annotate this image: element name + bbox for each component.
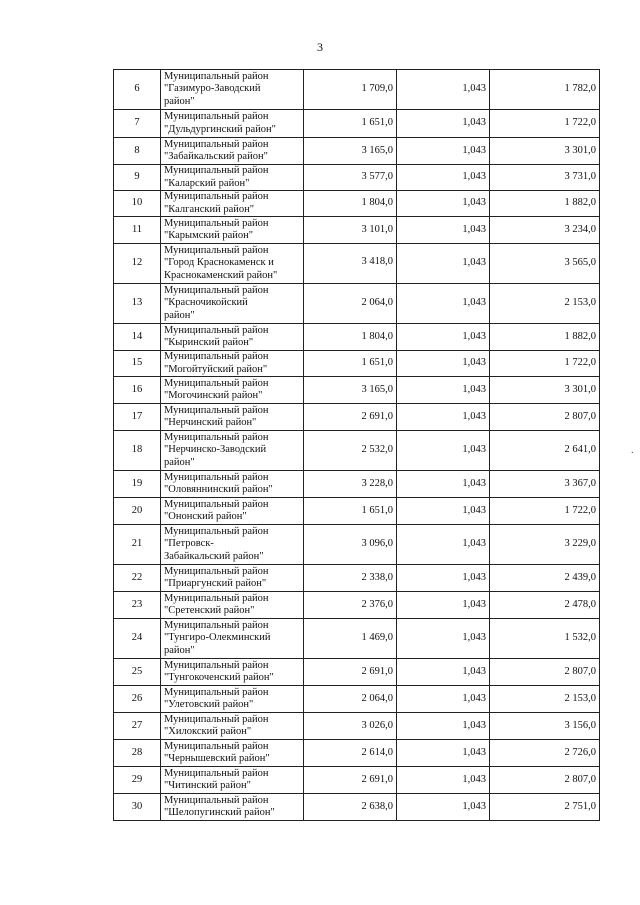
- table-row: [114, 351, 600, 377]
- coefficient-cell: 1,043: [397, 351, 490, 377]
- coefficient-cell: 1,043: [397, 471, 490, 498]
- coefficient-cell: 1,043: [397, 592, 490, 619]
- table-row: [114, 592, 600, 619]
- district-name-cell: Муниципальный район "Кыринский район": [161, 324, 304, 351]
- district-name-cell: Муниципальный район "Улетовский район": [161, 686, 304, 713]
- row-number-cell: 9: [114, 165, 161, 191]
- table-row: [114, 165, 600, 191]
- district-name-cell: Муниципальный район "Красночикойский район": [161, 284, 304, 324]
- table-row: [114, 404, 600, 431]
- coefficient-cell: 1,043: [397, 525, 490, 565]
- base-value-cell: 2 691,0: [304, 404, 397, 431]
- base-value-cell: 2 338,0: [304, 565, 397, 592]
- base-value-cell: 3 026,0: [304, 713, 397, 740]
- coefficient-cell: 1,043: [397, 70, 490, 110]
- district-name-cell: Муниципальный район "Газимуро-Заводский район": [161, 70, 304, 110]
- base-value-cell: 1 651,0: [304, 110, 397, 138]
- row-number-cell: 29: [114, 767, 161, 794]
- district-name-cell: Муниципальный район "Петровск- Забайкальский район": [161, 525, 304, 565]
- table-row: [114, 138, 600, 165]
- base-value-cell: 2 638,0: [304, 794, 397, 821]
- coefficient-cell: 1,043: [397, 324, 490, 351]
- coefficient-cell: 1,043: [397, 565, 490, 592]
- row-number-cell: 23: [114, 592, 161, 619]
- result-value-cell: 3 367,0: [490, 471, 600, 498]
- coefficient-cell: 1,043: [397, 767, 490, 794]
- result-value-cell: 1 882,0: [490, 191, 600, 217]
- result-value-cell: 2 751,0: [490, 794, 600, 821]
- coefficient-cell: 1,043: [397, 217, 490, 244]
- base-value-cell: 3 101,0: [304, 217, 397, 244]
- result-value-cell: 3 301,0: [490, 377, 600, 404]
- base-value-cell: 2 691,0: [304, 659, 397, 686]
- row-number-cell: 7: [114, 110, 161, 138]
- table-row: [114, 659, 600, 686]
- base-value-cell: 1 651,0: [304, 498, 397, 525]
- data-table: [113, 69, 600, 821]
- table-row: [114, 324, 600, 351]
- table-row: [114, 740, 600, 767]
- row-number-cell: 11: [114, 217, 161, 244]
- table-row: [114, 525, 600, 565]
- row-number-cell: 10: [114, 191, 161, 217]
- base-value-cell: 1 651,0: [304, 351, 397, 377]
- base-value-cell: 1 709,0: [304, 70, 397, 110]
- result-value-cell: 2 439,0: [490, 565, 600, 592]
- row-number-cell: 25: [114, 659, 161, 686]
- base-value-cell: 1 804,0: [304, 324, 397, 351]
- district-name-cell: Муниципальный район "Ононский район": [161, 498, 304, 525]
- base-value-cell: 3 165,0: [304, 377, 397, 404]
- base-value-cell: 3 096,0: [304, 525, 397, 565]
- table-row: [114, 191, 600, 217]
- district-name-cell: Муниципальный район "Нерчинско-Заводский район": [161, 431, 304, 471]
- row-number-cell: 19: [114, 471, 161, 498]
- row-number-cell: 28: [114, 740, 161, 767]
- coefficient-cell: 1,043: [397, 110, 490, 138]
- district-name-cell: Муниципальный район "Шелопугинский район": [161, 794, 304, 821]
- table-body: [114, 70, 600, 821]
- result-value-cell: 1 782,0: [490, 70, 600, 110]
- row-number-cell: 17: [114, 404, 161, 431]
- result-value-cell: 3 301,0: [490, 138, 600, 165]
- row-number-cell: 15: [114, 351, 161, 377]
- district-name-cell: Муниципальный район "Город Краснокаменск и Краснокаменский район": [161, 244, 304, 284]
- coefficient-cell: 1,043: [397, 498, 490, 525]
- result-value-cell: 1 722,0: [490, 351, 600, 377]
- base-value-cell: 3 418,0: [304, 244, 397, 284]
- district-name-cell: Муниципальный район "Тунгокоченский район": [161, 659, 304, 686]
- row-number-cell: 14: [114, 324, 161, 351]
- page-number: 3: [317, 40, 323, 54]
- table-row: [114, 284, 600, 324]
- base-value-cell: 2 376,0: [304, 592, 397, 619]
- coefficient-cell: 1,043: [397, 138, 490, 165]
- coefficient-cell: 1,043: [397, 794, 490, 821]
- coefficient-cell: 1,043: [397, 165, 490, 191]
- row-number-cell: 27: [114, 713, 161, 740]
- table-row: [114, 471, 600, 498]
- coefficient-cell: 1,043: [397, 244, 490, 284]
- row-number-cell: 18: [114, 431, 161, 471]
- table-row: [114, 498, 600, 525]
- district-name-cell: Муниципальный район "Дульдургинский район": [161, 110, 304, 138]
- coefficient-cell: 1,043: [397, 619, 490, 659]
- table-row: [114, 686, 600, 713]
- district-name-cell: Муниципальный район "Сретенский район": [161, 592, 304, 619]
- row-number-cell: 22: [114, 565, 161, 592]
- result-value-cell: 3 731,0: [490, 165, 600, 191]
- base-value-cell: 3 228,0: [304, 471, 397, 498]
- result-value-cell: 2 807,0: [490, 767, 600, 794]
- district-name-cell: Муниципальный район "Читинский район": [161, 767, 304, 794]
- row-number-cell: 26: [114, 686, 161, 713]
- row-number-cell: 8: [114, 138, 161, 165]
- district-name-cell: Муниципальный район "Калганский район": [161, 191, 304, 217]
- base-value-cell: 2 614,0: [304, 740, 397, 767]
- row-number-cell: 30: [114, 794, 161, 821]
- row-number-cell: 21: [114, 525, 161, 565]
- result-value-cell: 2 726,0: [490, 740, 600, 767]
- table-row: [114, 794, 600, 821]
- coefficient-cell: 1,043: [397, 659, 490, 686]
- district-name-cell: Муниципальный район "Нерчинский район": [161, 404, 304, 431]
- district-name-cell: Муниципальный район "Хилокский район": [161, 713, 304, 740]
- table-row: [114, 110, 600, 138]
- district-name-cell: Муниципальный район "Каларский район": [161, 165, 304, 191]
- coefficient-cell: 1,043: [397, 686, 490, 713]
- result-value-cell: 2 153,0: [490, 284, 600, 324]
- coefficient-cell: 1,043: [397, 191, 490, 217]
- district-name-cell: Муниципальный район "Приаргунский район": [161, 565, 304, 592]
- district-name-cell: Муниципальный район "Могойтуйский район": [161, 351, 304, 377]
- row-number-cell: 24: [114, 619, 161, 659]
- row-number-cell: 12: [114, 244, 161, 284]
- table-row: [114, 767, 600, 794]
- result-value-cell: 3 565,0: [490, 244, 600, 284]
- table-row: [114, 217, 600, 244]
- row-number-cell: 16: [114, 377, 161, 404]
- coefficient-cell: 1,043: [397, 431, 490, 471]
- result-value-cell: 1 532,0: [490, 619, 600, 659]
- district-name-cell: Муниципальный район "Тунгиро-Олекминский район": [161, 619, 304, 659]
- table-row: [114, 431, 600, 471]
- result-value-cell: 2 641,0: [490, 431, 600, 471]
- result-value-cell: 2 807,0: [490, 404, 600, 431]
- base-value-cell: 2 691,0: [304, 767, 397, 794]
- table-row: [114, 565, 600, 592]
- row-number-cell: 6: [114, 70, 161, 110]
- base-value-cell: 1 804,0: [304, 191, 397, 217]
- base-value-cell: 3 165,0: [304, 138, 397, 165]
- result-value-cell: 3 229,0: [490, 525, 600, 565]
- district-name-cell: Муниципальный район "Могочинский район": [161, 377, 304, 404]
- result-value-cell: 2 478,0: [490, 592, 600, 619]
- margin-mark: ·: [630, 448, 634, 459]
- table-row: [114, 377, 600, 404]
- result-value-cell: 3 234,0: [490, 217, 600, 244]
- district-name-cell: Муниципальный район "Карымский район": [161, 217, 304, 244]
- row-number-cell: 13: [114, 284, 161, 324]
- base-value-cell: 1 469,0: [304, 619, 397, 659]
- base-value-cell: 3 577,0: [304, 165, 397, 191]
- district-name-cell: Муниципальный район "Чернышевский район": [161, 740, 304, 767]
- result-value-cell: 2 153,0: [490, 686, 600, 713]
- row-number-cell: 20: [114, 498, 161, 525]
- result-value-cell: 2 807,0: [490, 659, 600, 686]
- table-row: [114, 70, 600, 110]
- base-value-cell: 2 064,0: [304, 284, 397, 324]
- coefficient-cell: 1,043: [397, 284, 490, 324]
- result-value-cell: 1 882,0: [490, 324, 600, 351]
- base-value-cell: 2 064,0: [304, 686, 397, 713]
- result-value-cell: 1 722,0: [490, 110, 600, 138]
- table-row: [114, 244, 600, 284]
- coefficient-cell: 1,043: [397, 740, 490, 767]
- coefficient-cell: 1,043: [397, 377, 490, 404]
- result-value-cell: 3 156,0: [490, 713, 600, 740]
- table-row: [114, 713, 600, 740]
- result-value-cell: 1 722,0: [490, 498, 600, 525]
- table-row: [114, 619, 600, 659]
- base-value-cell: 2 532,0: [304, 431, 397, 471]
- coefficient-cell: 1,043: [397, 404, 490, 431]
- district-name-cell: Муниципальный район "Забайкальский район": [161, 138, 304, 165]
- coefficient-cell: 1,043: [397, 713, 490, 740]
- district-name-cell: Муниципальный район "Оловяннинский район": [161, 471, 304, 498]
